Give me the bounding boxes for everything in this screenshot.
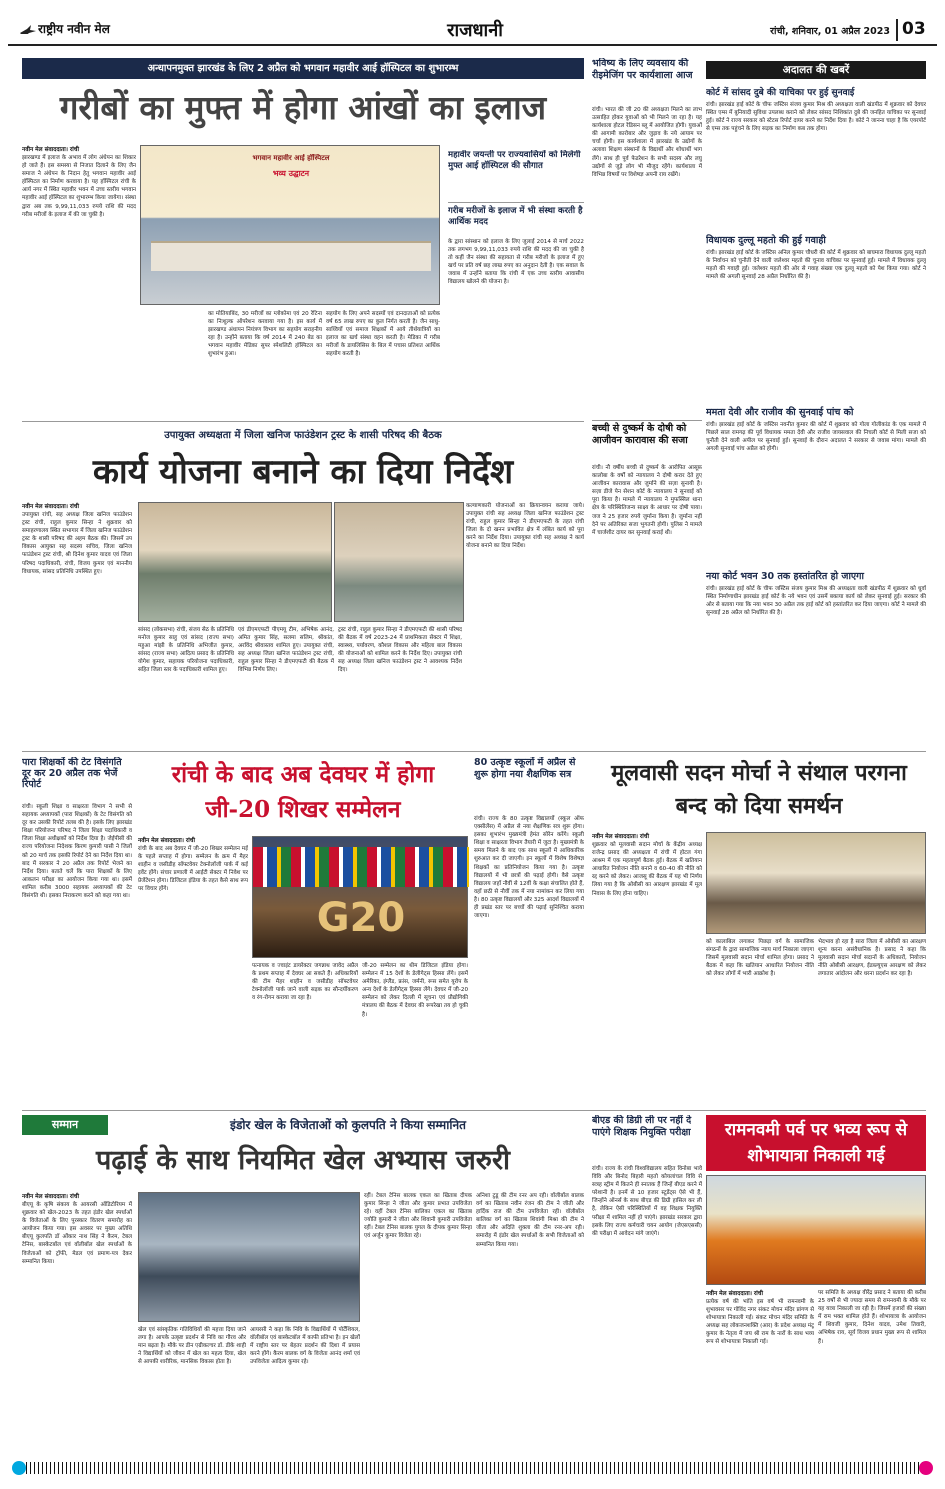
board-col-4b: ट्रस्ट रांची, राहुल कुमार सिन्हा ने डीएमएफटी की शासी परिषद की बैठक में वर्ष 2023-24 में प्राथमिकता सेक्टर में शिक्षा, स्वास्थ्य, पर्यावरण, कौशल विकास और महिला बाल विकास की योजनाओं को शामिल करने के निर्देश दिए। उपायुक्त रांची सह अध्यक्ष जिला खनिज फाउंडेशन ट्रस्ट ने आवश्यक निर्देश दिए।: [338, 627, 462, 674]
masthead-rule: [8, 44, 937, 46]
bird-logo-icon: [20, 22, 36, 34]
court-b2: रांची। झारखंड हाई कोर्ट के जस्टिस अनिल कुमार चौधरी की कोर्ट में शुक्रवार को बाघमारा विधायक दुल्लू महतो के निर्वाचन को चुनौती देने वाली जलेश्वर महतो की चुनाव याचिका पर सुनवाई हुई। मामले में विधायक दुल्लू महतो की गवाही हुई। जलेश्वर महतो की ओर से गवाह संख्या एक दुल्लू महतो को पेश किया गया। कोर्ट ने मामले की अगली सुनवाई 28 अप्रैल निर्धारित की है।: [706, 250, 926, 281]
moolvasi-col-2: को कालाबिल लगाकर पिछड़ा वर्ग के सामाजिक संगठनों के द्वारा सामाजिक न्याय मार्च निकाला जाएगा जिसमें मूलवासी सदान मोर्चा शामिल होगा। प्रसाद ने बैठक में कहा कि खतियान आधारित नियोजन नीति को लेकर लोगों में भारी आक्रोश है।: [706, 939, 814, 978]
court-box-header: अदालत की खबरें: [706, 61, 926, 79]
poster-banner: भव्य उद्घाटन: [272, 169, 310, 178]
court-b1: रांची। झारखंड हाई कोर्ट के चीफ जस्टिस संजय कुमार मिश्र की अध्यक्षता वाली खंडपीठ में शुक्रवार को देवघर स्थित एम्स में बुनियादी सुविधा उपलब्ध कराने को लेकर सांसद निशिकांत दुबे की जनहित याचिका पर सुनवाई हुई। कोर्ट ने राज्य सरकार को स्टेटस रिपोर्ट दायर करने का निर्देश दिया है। कोर्ट ने जानना चाहा है कि एयरपोर्ट से एम्स तक पहुंचने के लिए सड़क का निर्माण कब तक होगा।: [706, 102, 926, 133]
top-col-1: झारखण्ड में इलाज के अभाव में लोग अंधेपन का शिकार हो जाते हैं। इस समस्या से निजात दिलाने के लिए जैन समाज ने अंधेपन के निदान हेतु भगवान महावीर आई हॉस्पिटल का निर्माण करवाया है। यह हॉस्पिटल रांची के आर्य नगर में स्थित महावीर भवन में उच्च स्तरीय भगवान महावीर आई हॉस्पिटल का शुभारम्भ किया जायेगा। संस्था द्वारा अब तक 9,99,11,033 रुपये राशि की मदद गरीब मरीजों के इलाज में की जा चुकी है।: [22, 155, 136, 218]
ramnavami-col-2: पर समिति के अध्यक्ष वीरेंद्र प्रसाद ने बताया की करीब 25 वर्षों से भी ज्यादा समय से रामनवमी के मौके पर यह यात्रा निकाली जा रही है। जिसमें हजारों की संख्या में राम भक्त शामिल होते हैं। शोभायात्रा के आयोजन में शिवजी कुमार, दिनेश यादव, उमेश तिवारी, अभिषेक राय, सूर्य विजय प्रधान मुख्य रूप से शामिल हैं।: [818, 1290, 926, 1345]
g20-headline: रांची के बाद अब देवघर में होगा जी-20 शिखर सम्मेलन: [171, 761, 435, 823]
moolvasi-headline: मूलवासी सदन मोर्चा ने संथाल परगना बन्द को दिया समर्थन: [611, 760, 907, 819]
dateline: रांची, शनिवार, 01 अप्रैल 2023: [770, 26, 890, 37]
court-h4: नया कोर्ट भवन 30 तक हस्तांतरित हो जाएगा: [706, 571, 864, 582]
crime-headline: बच्ची से दुष्कर्म के दोषी को आजीवन कारावास की सजा: [592, 420, 702, 462]
g20-photo: [252, 836, 468, 958]
meeting-photo: [138, 502, 332, 622]
court-b4: रांची। झारखंड हाई कोर्ट के चीफ जस्टिस संजय कुमार मिश्र की अध्यक्षता वाली खंडपीठ में शुक्रवार को धुर्वा स्थित निर्माणाधीन झारखंड हाई कोर्ट के नये भवन एवं उसमें बकाया कार्य को लेकर सुनवाई हुई। सरकार की ओर से बताया गया कि नया भवन 30 अप्रैल तक हाई कोर्ट को हस्तांतरित कर दिया जाएगा। कोर्ट ने मामले की सुनवाई 28 अप्रैल को निर्धारित की है।: [706, 586, 926, 617]
ramnavami-col-1: प्रत्येक वर्ष की भांति इस वर्ष भी रामनवमी के शुभावसर पर गोविंद नगर संकट मोचन मंदिर प्रांगण से शोभायात्रा निकाली गई। संकट मोचन मंदिर समिति के अध्यक्ष सह लोकजनशक्ति (आर) के प्रदेश अध्यक्ष मंटू कुमार के नेतृत्व में जय श्री राम के नारों के साथ भव्य रूप से शोभायात्रा निकाली गई।: [706, 1299, 814, 1346]
top-deck-1: महावीर जयन्ती पर राज्यवासियों को मिलेगी मुफ्त आई हॉस्पिटल की सौगात: [448, 150, 581, 171]
board-col-1: उपायुक्त रांची, सह अध्यक्ष जिला खनिज फाउंडेशन ट्रस्ट रांची, राहुल कुमार सिन्हा ने शुक्रवार को समाहरणालय स्थित सभागार में जिला खनिज फाउंडेशन ट्रस्ट के शासी परिषद की अहम बैठक की। जिसमें उप विकास आयुक्त सह सदस्य सचिव, जिला खनिज फाउंडेशन ट्रस्ट रांची, श्री दिनेश कुमार यादव एवं जिला परिषद पदाधिकारी, रांची, विजय कुमार एवं माननीय विधायक, सांसद प्रतिनिधि उपस्थित हुए।: [22, 512, 132, 575]
section-name: राजधानी: [447, 20, 503, 41]
flags-strip: [253, 847, 469, 887]
board-headline: कार्य योजना बनाने का दिया निर्देश: [92, 452, 514, 492]
moolvasi-col-3: भेदभाव हो रहा है सारा जिला में ओबीसी का आरक्षण शून्य करना असंवैधानिक है। प्रसाद ने कहा कि मूलवासी सदान मोर्चा सदानों के अधिकारों, नियोजन नीति ओबीसी आरक्षण, ईडब्ल्यूएस आरक्षण को लेकर लगातार आंदोलन और धरना प्रदर्शन कर रहा है।: [818, 939, 926, 978]
board-col-2: सांसद (लोकसभा) रांची, संजय सेठ के प्रतिनिधि मनोज कुमार साहु एवं सांसद (राज्य सभा) महुआ मांझी के प्रतिनिधि अभिजीत कुमार, सांसद (राज्य सभा) आदित्य प्रसाद के प्रतिनिधि योगेश कुमार, सहायक परियोजना पदाधिकारी, सहित जिला स्तर के पदाधिकारी शामिल हुए।: [138, 627, 234, 674]
games-label: सम्मान: [22, 1115, 108, 1135]
cyan-reg-mark: [12, 1461, 26, 1475]
games-col-2: खेल एवं सांस्कृतिक गतिविधियों की महत्ता दिया जाने लगा है। आपके उत्कृष्ट प्रदर्शन से निवि का गौरव और मान बढ़ता है। मौके पर डीन एग्रीकल्चर डॉ. डीके शाही ने विद्यार्थियों को जीवन में खेल का महत्व दिया, खेल से आपकी शारीरिक, मानसिक विकास होता है।: [138, 1327, 246, 1366]
ramnavami-byline: नवीन मेल संवाददाता। रांची: [706, 1291, 763, 1297]
court-h2: विधायक दुल्लू महतो की हुई गवाही: [706, 235, 826, 246]
schools-headline: 80 उत्कृष्ट स्कूलों में अप्रैल से शुरू होगा नया शैक्षणिक सत्र: [474, 757, 576, 780]
court-b3: रांची। झारखंड हाई कोर्ट के जस्टिस नवनीत कुमार की कोर्ट में शुक्रवार को गोला गोलीकांड के एक मामले में पिछले साल रामगढ़ की पूर्व विधायक ममता देवी और राजीव जायसवाल की निचली कोर्ट से मिली सजा को चुनौती देने वाली अपील पर सुनवाई हुई। सुनवाई के दौरान अदालत ने सरकार से जवाब मांगा। मामले की अगली सुनवाई पांच अप्रैल को होगी।: [706, 422, 926, 453]
moolvasi-byline: नवीन मेल संवाददाता। रांची: [592, 834, 649, 840]
top-deck-2: गरीब मरीजों के इलाज में भी संस्था करती है आर्थिक मदद: [448, 202, 584, 232]
top-col-3: सहयोग के लिए अपने सदस्यों एवं दानदाताओं को प्रत्येक वर्ष 65 लाख रुपए का कुल निर्गत करती है। जैन साधु-साध्वियों एवं समाज शिक्षकों में आये तीर्थयात्रियों का इलाज का खर्च संस्था वहन करती है। मेडिका में गरीब मरीजों के डायलिसिस के बिल में पचास प्रतिशत आर्थिक सहयोग करती है।: [326, 311, 440, 358]
g20-col-1: रांची के बाद अब देवघर में जी-20 शिखर सम्मेलन मई के पहले सप्ताह में होगा। सम्मेलन के क्रम में मैहर शाहीन व जसीडीह सॉफ्टवेयर टेक्नोलॉजी पार्क में कई इवेंट होंगे। संचार प्रणाली में आईटी सेक्टर में निवेश पर प्रेजेंटेशन होगा। डिजिटल इंडिया के तहत कैसे साथ रूप पर विचार होंगे।: [138, 846, 248, 893]
schools-body: रांची। राज्य के 80 उत्कृष्ट विद्यालयों (स्कूल ऑफ एक्सीलेंस) में अप्रैल से नया शैक्षणिक सत्र शुरू होगा। इसका शुभारंभ मुख्यमंत्री हेमंत सोरेन करेंगे। स्कूली शिक्षा व साक्षरता विभाग तैयारी में जुटा है। मुख्यमंत्री के समय मिलने के बाद एक साथ स्कूलों में आधिकारिक शुरुआत कर दी जाएगी। इन स्कूलों में विशेष विशेषज्ञ शिक्षकों का प्रतिनियोजन किया गया है। उत्कृष्ट विद्यालयों में भी छात्रों की पढ़ाई होगी। वैसे उत्कृष्ट विद्यालय जहाँ नौवीं से 12वीं के कक्षा संचालित होते हैं, वहाँ छठी से नौवीं तक में नया नामांकन कर लिया गया है। 80 उत्कृष्ट विद्यालयों और 325 आदर्श विद्यालयों में ही प्रखंड स्तर पर बच्चों की पढ़ाई सुनिश्चित कराया जाएगा।: [474, 816, 584, 920]
board-col-5: कल्याणकारी योजनाओं का क्रियान्वयन कराया जाये। उपायुक्त रांची सह अध्यक्ष जिला खनिज फाउंडेशन ट्रस्ट रांची, राहुल कुमार सिन्हा ने डीएमएफटी के तहत रांची जिला के दो खनन प्रभावित क्षेत्र में लंबित कार्य को पूरा करने का निर्देश दिया। उपायुक्त रांची सह अध्यक्ष ने कार्य योजना बनाने का दिया निर्देश।: [466, 503, 584, 550]
games-photo: [138, 1192, 360, 1322]
mid-rule: [22, 751, 926, 752]
crime-body: रांची। नौ वर्षीय बच्ची से दुष्कर्म के आरोपित आसूफ़ कालोबा के वर्षों को न्यायालय ने दोषी करार देते हुए आजीवन कारावास और जुर्माने की सज़ा सुनायी है। सज़ा डीजे पेन सेशन कोर्ट के न्यायालय ने सुनवाई को पूरा किया है। मामले में न्यायालय ने मुफस्सिल थाना क्षेत्र के परिस्थितिजन्य साक्ष्य के आधार पर दोषी पाया। जज ने 25 हजार रुपये जुर्माना किया है। जुर्माना नहीं देने पर अतिरिक्त सजा भुगतनी होगी। पुलिस ने मामले में चार्जशीट दायर कर सुनवाई कराई थी।: [592, 465, 702, 536]
bottom-rule: [22, 1110, 926, 1111]
guests-table: [151, 241, 431, 271]
meeting-photo-2: [334, 502, 464, 622]
paper-name: राष्ट्रीय नवीन मेल: [38, 22, 110, 36]
games-col-4: रहीं। टेबल टेनिस बालक एकल का खिताब दीपक कुमार सिन्हा ने जीता और कुमार प्रभात उपविजेता रहे। वहीं टेबल टेनिस बालिका एकल का खिताब ज्योति कुमारी ने जीता और शिवानी कुमारी उपविजेता रहीं। टेबल टेनिस बालक युगल के दीपक कुमार सिन्हा एवं अर्जुन कुमार विजेता रहे।: [364, 1193, 472, 1240]
bed-headline: बीएड की डिग्री ली पर नहीं दे पाएंगे शिक्षक नियुक्ति परीक्षा: [592, 1115, 692, 1138]
games-kicker: इंडोर खेल के विजेताओं को कुलपति ने किया सम्मानित: [230, 1118, 466, 1132]
board-kicker: उपायुक्त अध्यक्षता में जिला खनिज फाउंडेशन ट्रस्ट के शासी परिषद की बैठक: [164, 430, 442, 441]
games-headline: पढ़ाई के साथ नियमित खेल अभ्यास जरुरी: [96, 1145, 510, 1176]
top-story-headline: गरीबों का मुफ्त में होगा आंखों का इलाज: [59, 88, 547, 127]
ramnavami-headline: रामनवमी पर्व पर भव्य रूप से शोभायात्रा निकाली गई: [724, 1120, 908, 1166]
games-col-5: अनिशा टुडू की टीम रनर अप रही। वॉलीबॉल बालक वर्ग का खिताब नवीन रंजन की टीम ने जीती और हार्दिक राज की टीम उपविजेता रही। वॉलीबॉल बालिका वर्ग का खिताब शिवांगी मिश्रा की टीम ने जीता और अदिति शुक्ला की टीम रनर-अप रही। समारोह में इंडोर खेल स्पर्धाओं के सभी विजेताओं को सम्मानित किया गया।: [476, 1193, 584, 1248]
poster-title: भगवान महावीर आई हॉस्पिटल: [252, 154, 330, 162]
games-col-1: बीएयू के कृषि संकाय के आयरसी ऑडिटोरियम में शुक्रवार को खेल-2023 के तहत इंडोर खेल स्पर्धाओं के विजेताओं के लिए पुरस्कार वितरण समारोह का आयोजन किया गया। इस अवसर पर मुख्य अतिथि बीएयू कुलपति डॉ ओंकार नाथ सिंह ने कैरम, टेबल टेनिस, बास्केटबॉल एवं वॉलीबॉल खेल स्पर्धाओं के विजेताओं को ट्रॉफी, मेडल एवं प्रमाण-पत्र देकर सम्मानित किया।: [22, 1202, 132, 1265]
magenta-reg-mark: [919, 1461, 933, 1475]
bed-body: रांची। राज्य के रांची विश्वविद्यालय सहित विनोबा भावे विवि और बिनोद बिहारी महतो कोयलांचल विवि से सत्रह स्ट्रीम में कितने ही स्नातक हैं जिन्हें बीएड करने में परेशानी है। इनमें से 10 हजार स्टूडेंट्स ऐसे भी हैं, जिन्होंने ऑनर्स के साथ बीएड की डिग्री हासिल कर ली है, लेकिन ऐसी परिस्थितियों में वह शिक्षक नियुक्ति परीक्षा में शामिल नहीं हो पाएंगे। झारखंड सरकार द्वारा इसके लिए राज्य कर्मचारी चयन आयोग (जेएसएससी) की परीक्षा में आवेदन मांगे जाएंगे।: [592, 1166, 702, 1237]
moolvasi-col-1: शुक्रवार को मूलवासी सदान मोर्चा के केंद्रीय अध्यक्ष राजेन्द्र प्रसाद की अध्यक्षता में रांची में होटल गंगा आश्रम में एक महत्वपूर्ण बैठक हुई। बैठक में खतियान आधारित नियोजन नीति बनाने व 60-40 की नीति को रद्द करने को लेकर। आजसू की बैठक में यह भी निर्णय लिया गया है कि ओबीसी का आरक्षण झारखंड में मूल निवास के लिए होना चाहिए।: [592, 842, 702, 897]
g20-image-label: G20: [316, 895, 406, 941]
masthead: [0, 0, 945, 50]
footer-registration-strip: [22, 1462, 926, 1474]
g20-byline: नवीन मेल संवाददाता। रांची: [138, 838, 195, 844]
top-story-kicker: [22, 58, 584, 79]
top-byline: नवीन मेल संवाददाता। रांची: [22, 147, 79, 153]
board-rule: [22, 421, 584, 422]
business-body: रांची। भारत की जी 20 की अध्यक्षता मिलने का लाभ उत्साहित होकर युवाओं को भी मिलने जा रहा है। यह कार्यशाला होटल रेडिसन ब्लू में आयोजित होगी। युवाओं की आगामी कारोबार और जुड़ाव के नये आयाम पर चर्चा होगी। इस कार्यशाला में झारखंड के उद्योगों के अलावा शिक्षण संस्थानों के विद्यार्थी और शोधार्थी भाग लेंगे। साथ ही पूर्व फेडरेशन के सभी सदस्य और लघु उद्योगों से जुड़े लोग भी मौजूद रहेंगे। कार्यशाला में विभिन्न विषयों पर विशेषज्ञ अपनी राय रखेंगे।: [592, 107, 702, 178]
eye-hospital-photo: [140, 145, 440, 305]
court-h1: कोर्ट में सांसद दुबे की याचिका पर हुई सुनवाई: [706, 88, 855, 98]
games-col-3: आयरसी ने कहा कि निवि के विद्यार्थियों में पोर्टेंशियल, वॉलीबॉल एवं बास्केटबॉल में काफी प्रतिभा है। इन खेलों में राष्ट्रीय स्तर पर बेहतर प्रदर्शन की दिशा में प्रयास करने होंगे। कैरम बालक वर्ग के विजेता आनंद शर्मा एवं उपविजेता आदित्य कुमार रहे।: [250, 1327, 360, 1366]
top-col-2: का मोतियाबिंद, 30 मरीजों का ग्लोकोमा एवं 20 रेटिना का निःशुल्क ऑपरेशन करवाया गया है। इस कार्य में झारखण्ड अंधापन नियंत्रण विभाग का सहयोग सराहनीय रहा है। उन्होंने बताया कि वर्ष 2014 में 240 बेड का भगवान महावीर मेडिका सुपर स्पेशलिटी हॉस्पिटल का शुभारंभ हुआ।: [208, 311, 322, 358]
teachers-body: रांची। स्कूली शिक्षा व साक्षरता विभाग ने सभी से सहायक अध्यापकों (पारा शिक्षकों) के टेट विसंगति को दूर कर उसकी रिपोर्ट तलब की है। इसके लिए झारखंड शिक्षा परियोजना परिषद ने जिला शिक्षा पदाधिकारी व जिला शिक्षा अधीक्षकों को निर्देश दिया है। जेईपीसी की राज्य परियोजना निदेशक किरण कुमारी पासी ने जिलों को 20 मार्च तक इसकी रिपोर्ट देने का निर्देश दिया था। बाद में सरकार ने 20 अप्रैल तक रिपोर्ट भेजने का निर्देश दिया। बताते चलें कि पारा शिक्षकों के लिए आकलन परीक्षा का आयोजन किया गया था। इसमें शामिल करीब 3000 सहायक अध्यापकों की टेट विसंगति थी। इसका निराकरण करने को कहा गया था।: [22, 804, 132, 900]
games-byline: नवीन मेल संवाददाता। रांची: [22, 1194, 79, 1200]
teachers-headline: पारा शिक्षकों की टेट विसंगति दूर कर 20 अप्रैल तक भेजें रिपोर्ट: [22, 757, 122, 790]
top-col-4: के द्वारा सांस्थान को इलाज के लिए जुलाई 2014 से मार्च 2022 तक लगभग 9,99,11,033 रुपये राशि की मदद की जा चुकी है तो कहीं जैन संस्था की सहायता से गरीब मरीजों के इलाज में हुए खर्च पर प्रति वर्ष छह लाख रुपए का अनुदान देती है। एक सवाल के जवाब में उन्होंने बताया कि रांची में एक उच्च स्तरीय आवासीय विद्यालय खोलने की योजना है।: [448, 239, 584, 286]
procession-photo: [706, 1175, 926, 1285]
moolvasi-photo: [706, 832, 926, 934]
board-byline: नवीन मेल संवाददाता। रांची: [22, 504, 79, 510]
g20-col-2: पत्नायक व ज्वाइंट डायरेक्टर जगन्नाथ जावेद अप्रैल के प्रथम सप्ताह में देवघर आ सकते हैं। अधिकारियों की टीम मैहर शाहीन व जसीडीह सॉफ्टवेयर टेक्नोलॉजी पार्क जाने वाली सड़क का सौन्दर्यीकरण व रंग-रोगन कराया जा रहा है।: [252, 963, 358, 1002]
court-h3: ममता देवी और राजीव की सुनवाई पांच को: [706, 407, 854, 418]
top-kicker-text: अन्धापनमुक्त झारखंड के लिए 2 अप्रैल को भगवान महावीर आई हॉस्पिटल का शुभारम्भ: [147, 63, 459, 74]
g20-col-3: जी-20 सम्मेलन का थीम डिजिटल इंडिया होगा। सम्मेलन में 15 देशों के डेलीगेट्स हिस्सा लेंगे। इसमें अमेरिका, इंग्लैंड, फ्रांस, जर्मनी, रूस समेत यूरोप के अन्य देशों के डेलीगेट्स हिस्सा लेंगे। देवघर में जी-20 सम्मेलन को लेकर दिल्ली में सूचना एवं प्रौद्योगिकी मंत्रालय की बैठक में देवघर की रूपरेखा तय हो चुकी है।: [362, 963, 468, 1018]
ramnavami-header: [706, 1115, 926, 1171]
business-headline: भविष्य के लिए व्यवसाय की रीइमेजिंग पर कार्यशाला आज: [592, 58, 693, 81]
page-number: 03: [896, 19, 926, 41]
board-col-3: एवं डीएमएफटी पीएमयू टीम, अभिषेक आनंद, अमित कुमार सिंह, सलमा सलिम, श्रीकांत, अरविंद श्रीवास्तव शामिल हुए। उपायुक्त रांची, सह अध्यक्ष जिला खनिज फाउंडेशन ट्रस्ट रांची, राहुल कुमार सिन्हा ने डीएमएफटी की बैठक में विभिन्न निर्णय लिए।: [238, 627, 334, 674]
